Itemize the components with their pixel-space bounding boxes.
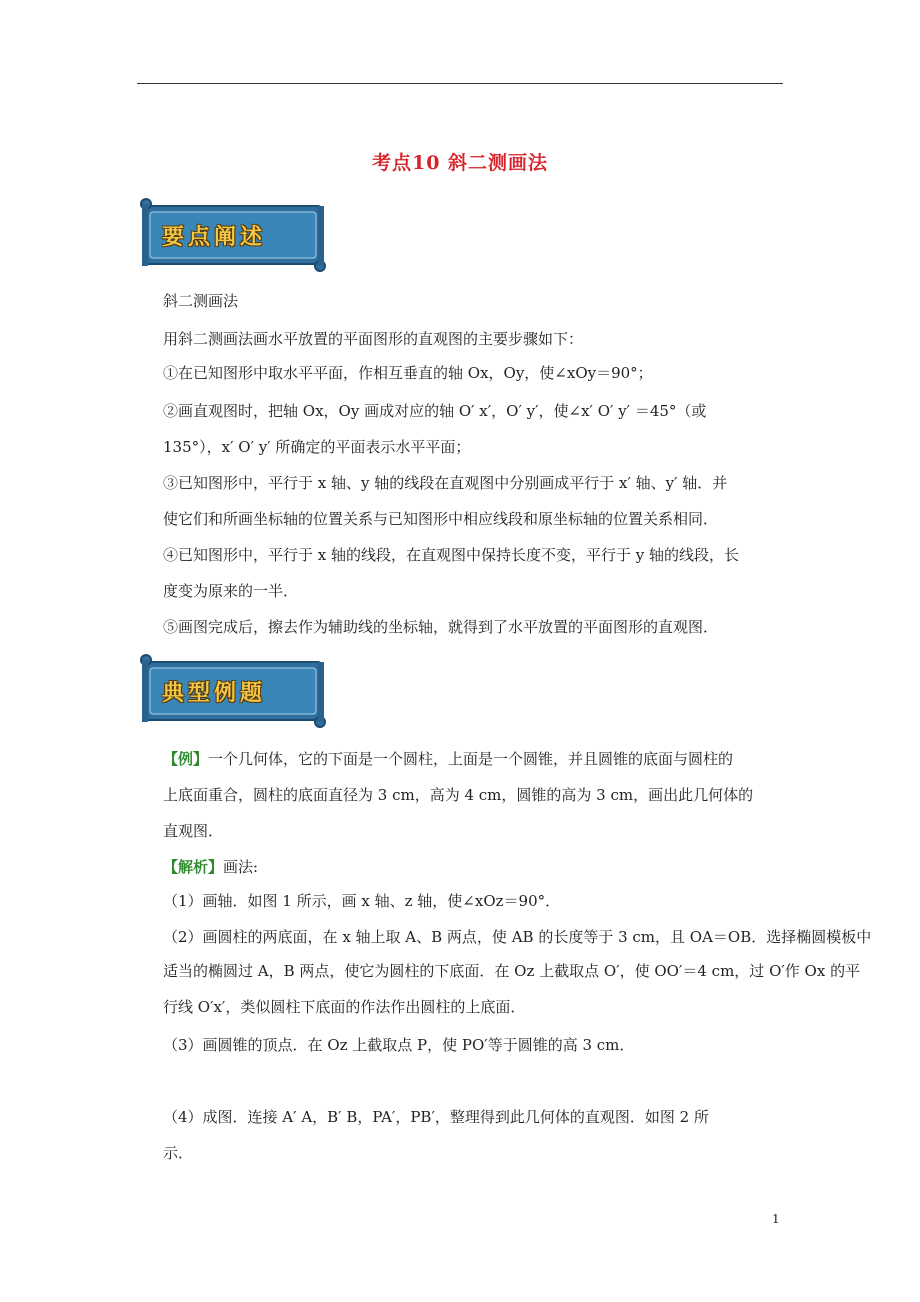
- example-line-3: 直观图．: [163, 822, 224, 840]
- step-2-line-1: ②画直观图时，把轴 Ox，Oy 画成对应的轴 O′ x′，O′ y′，使∠x′ O′ y′ ＝45°（或: [163, 402, 707, 420]
- step-1: ①在已知图形中取水平平面，作相互垂直的轴 Ox，Oy，使∠xOy＝90°；: [163, 364, 653, 382]
- solution-step-2-line-2: 适当的椭圆过 A，B 两点，使它为圆柱的下底面．在 Oz 上截取点 O′，使 OO′＝4 cm，过 O′作 Ox 的平: [163, 962, 861, 980]
- examples-label: 典型例题: [162, 680, 267, 706]
- solution-step-1: （1）画轴．如图 1 所示，画 x 轴、z 轴，使∠xOz＝90°．: [163, 892, 561, 910]
- examples-banner: [138, 652, 328, 730]
- step-2-line-2: 135°），x′ O′ y′ 所确定的平面表示水平平面；: [163, 438, 471, 456]
- solution-step-4-line-1: （4）成图．连接 A′ A，B′ B，PA′，PB′，整理得到此几何体的直观图．如图 2 所: [163, 1108, 709, 1126]
- step-3-line-1: ③已知图形中，平行于 x 轴、y 轴的线段在直观图中分别画成平行于 x′ 轴、y′ 轴．并: [163, 474, 728, 492]
- intro-text: 用斜二测画法画水平放置的平面图形的直观图的主要步骤如下：: [163, 330, 584, 348]
- solution-lead-line: [163, 856, 258, 877]
- header-rule: [137, 83, 783, 84]
- page-number: 1: [772, 1212, 780, 1226]
- example-line-1: [163, 748, 733, 769]
- solution-lead: 画法:: [223, 858, 259, 876]
- solution-step-2-line-3: 行线 O′x′，类似圆柱下底面的作法作出圆柱的上底面．: [163, 998, 526, 1016]
- section-heading: 斜二测画法: [163, 292, 239, 310]
- example-tag: 【例】: [163, 750, 209, 768]
- step-4-line-1: ④已知图形中，平行于 x 轴的线段，在直观图中保持长度不变，平行于 y 轴的线段，长: [163, 546, 740, 564]
- step-5: ⑤画图完成后，擦去作为辅助线的坐标轴，就得到了水平放置的平面图形的直观图．: [163, 618, 719, 636]
- key-points-label: 要点阐述: [162, 224, 267, 250]
- step-3-line-2: 使它们和所画坐标轴的位置关系与已知图形中相应线段和原坐标轴的位置关系相同．: [163, 510, 719, 528]
- example-line-2: 上底面重合，圆柱的底面直径为 3 cm，高为 4 cm，圆锥的高为 3 cm，画出此几何体的: [163, 786, 754, 804]
- solution-step-3: （3）画圆锥的顶点．在 Oz 上截取点 P，使 PO′等于圆锥的高 3 cm．: [163, 1036, 635, 1054]
- example-text-1: 一个几何体，它的下面是一个圆柱，上面是一个圆锥，并且圆锥的底面与圆柱的: [208, 750, 734, 768]
- key-points-banner: [138, 196, 328, 274]
- solution-step-2-line-1: （2）画圆柱的两底面，在 x 轴上取 A、B 两点，使 AB 的长度等于 3 cm，且 OA＝OB．选择椭圆模板中: [163, 928, 872, 946]
- solution-tag: 【解析】: [163, 858, 224, 876]
- page-title: 考点10 斜二测画法: [371, 152, 549, 174]
- step-4-line-2: 度变为原来的一半．: [163, 582, 299, 600]
- solution-step-4-line-2: 示．: [163, 1144, 194, 1162]
